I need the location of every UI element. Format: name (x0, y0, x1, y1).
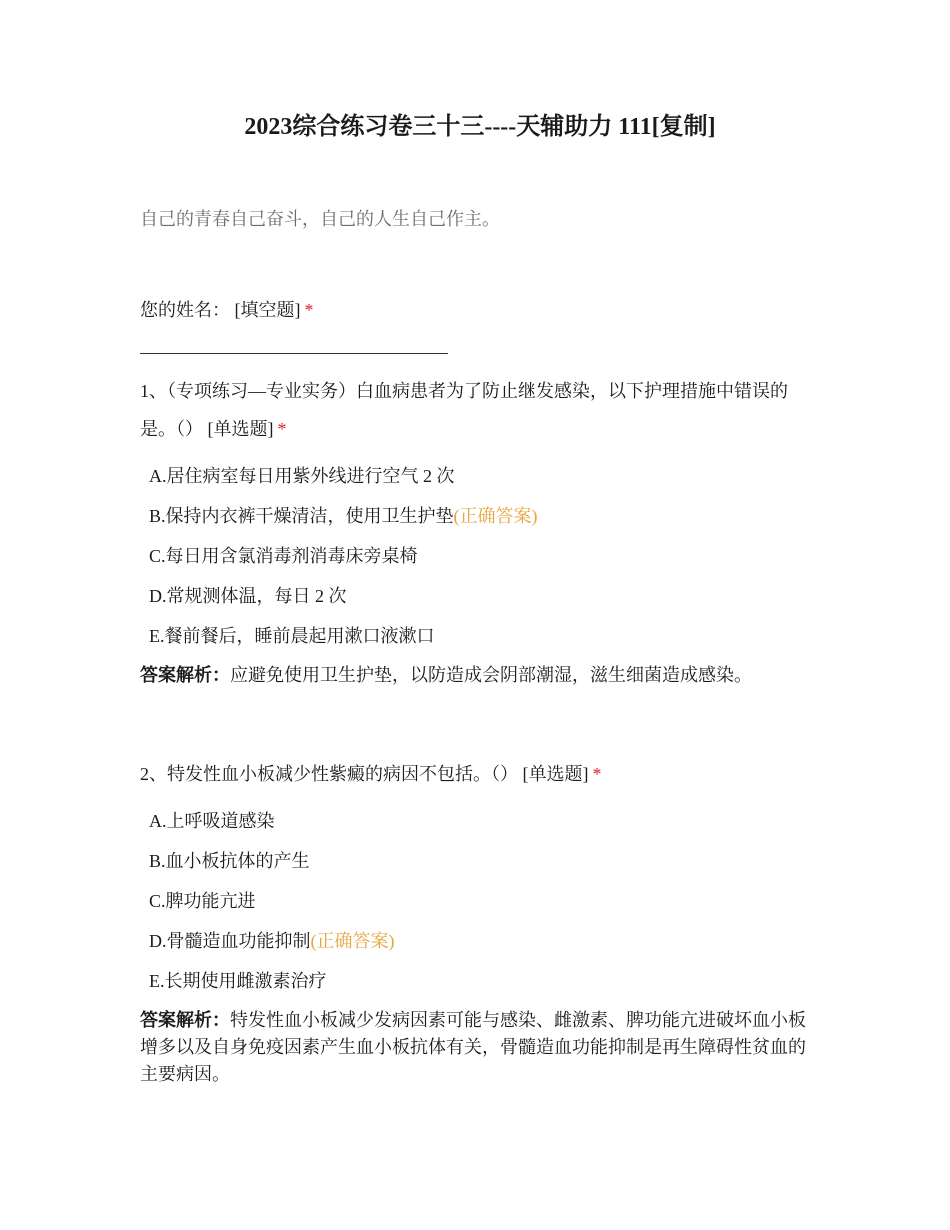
option-text: E.餐前餐后，睡前晨起用漱口液漱口 (149, 626, 435, 646)
correct-answer-mark: (正确答案) (310, 931, 395, 951)
required-marker: * (592, 764, 602, 784)
question-2-analysis (140, 1007, 816, 1088)
analysis-text: 应避免使用卫生护垫，以防造成会阴部潮湿，滋生细菌造成感染。 (230, 665, 752, 685)
option-1b[interactable] (149, 496, 538, 536)
option-2c[interactable] (149, 881, 395, 921)
option-text: A.居住病室每日用紫外线进行空气 2 次 (149, 466, 455, 486)
option-text: D.骨髓造血功能抑制 (149, 931, 311, 951)
option-1c[interactable] (149, 536, 538, 576)
question-2-type: [单选题] (522, 764, 589, 784)
title-copy-label: 复制 (659, 114, 708, 140)
question-2 (140, 755, 810, 793)
option-2e[interactable] (149, 961, 395, 1001)
option-2b[interactable] (149, 841, 395, 881)
title-bracket-close: ] (707, 114, 716, 140)
name-answer-blank[interactable] (140, 353, 448, 354)
option-text: E.长期使用雌激素治疗 (149, 971, 327, 991)
required-marker: * (304, 300, 314, 320)
option-text: C.每日用含氯消毒剂消毒床旁桌椅 (149, 546, 418, 566)
option-1e[interactable] (149, 616, 538, 656)
option-2a[interactable] (149, 801, 395, 841)
question-1-stem: 1、（专项练习—专业实务）白血病患者为了防止继发感染，以下护理措施中错误的是。（） (140, 381, 788, 439)
option-text: C.脾功能亢进 (149, 891, 256, 911)
subtitle: 自己的青春自己奋斗，自己的人生自己作主。 (140, 209, 500, 230)
analysis-label: 答案解析： (140, 1010, 230, 1030)
option-2d[interactable] (149, 921, 395, 961)
title-year: 2023 (244, 114, 293, 140)
name-question-type: [填空题] (234, 300, 301, 320)
option-text: B.保持内衣裤干燥清洁，使用卫生护垫 (149, 506, 454, 526)
required-marker: * (277, 419, 287, 439)
title-text: 综合练习卷三十三----天辅助力 (292, 114, 619, 140)
title-bracket-open: [ (651, 114, 660, 140)
correct-answer-mark: (正确答案) (453, 506, 538, 526)
name-question-label: 您的姓名： (140, 300, 230, 320)
title-number: 111 (618, 114, 652, 140)
option-text: B.血小板抗体的产生 (149, 851, 310, 871)
page-title (140, 110, 820, 144)
analysis-text: 特发性血小板减少发病因素可能与感染、雌激素、脾功能亢进破坏血小板增多以及自身免疫因素产生血小板抗体有关，骨髓造血功能抑制是再生障碍性贫血的主要病因。 (140, 1010, 806, 1084)
name-question (140, 296, 314, 324)
option-text: D.常规测体温，每日 2 次 (149, 586, 347, 606)
question-1-options (149, 456, 538, 656)
option-text: A.上呼吸道感染 (149, 811, 275, 831)
option-1a[interactable] (149, 456, 538, 496)
analysis-label: 答案解析： (140, 665, 230, 685)
question-1 (140, 372, 810, 448)
option-1d[interactable] (149, 576, 538, 616)
question-1-type: [单选题] (207, 419, 274, 439)
question-1-analysis (140, 662, 816, 689)
question-2-stem: 2、特发性血小板减少性紫癜的病因不包括。（） (140, 764, 518, 784)
question-2-options (149, 801, 395, 1001)
